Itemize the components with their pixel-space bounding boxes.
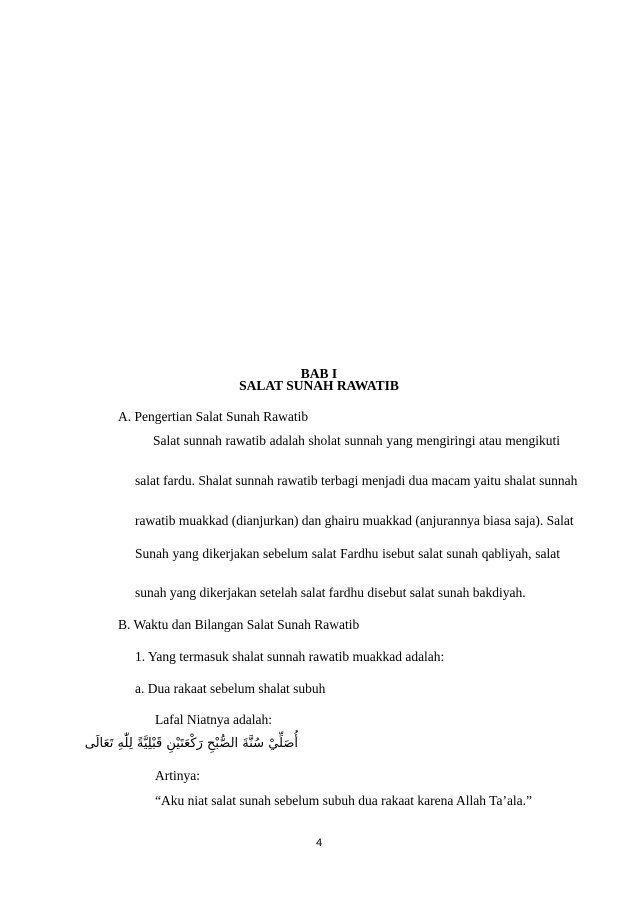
lafal-label: Lafal Niatnya adalah: (155, 712, 272, 727)
paragraph-line: Salat sunnah rawatib adalah sholat sunnah yang mengiringi atau mengikuti (153, 433, 560, 448)
arabic-niat-text: أُصَلِّيْ سُنَّةَ الصُّبْحِ رَكْعَتَيْنِ قَبْلِيَّةً لِلّٰهِ تَعَالَى (84, 736, 298, 751)
translation-text: “Aku niat salat sunah sebelum subuh dua rakaat karena Allah Ta’ala.” (155, 793, 533, 808)
lettered-item-a: a. Dua rakaat sebelum shalat subuh (135, 681, 326, 696)
chapter-title: SALAT SUNAH RAWATIB (239, 378, 399, 393)
numbered-item-1: 1. Yang termasuk shalat sunnah rawatib muakkad adalah: (135, 649, 445, 664)
paragraph-line: Sunah yang dikerjakan sebelum salat Fardhu isebut salat sunah qabliyah, salat (135, 546, 560, 561)
chapter-number: BAB I (300, 366, 338, 381)
paragraph-line: sunah yang dikerjakan setelah salat fardhu disebut salat sunah bakdiyah. (135, 585, 526, 600)
section-b-heading: B. Waktu dan Bilangan Salat Sunah Rawatib (118, 617, 360, 632)
section-a-heading: A. Pengertian Salat Sunah Rawatib (118, 409, 309, 424)
paragraph-line: rawatib muakkad (dianjurkan) dan ghairu muakkad (anjurannya biasa saja). Salat (135, 513, 574, 528)
artinya-label: Artinya: (155, 768, 200, 783)
paragraph-line: salat fardu. Shalat sunnah rawatib terbagi menjadi dua macam yaitu shalat sunnah (135, 473, 578, 488)
page-number: 4 (315, 837, 323, 849)
